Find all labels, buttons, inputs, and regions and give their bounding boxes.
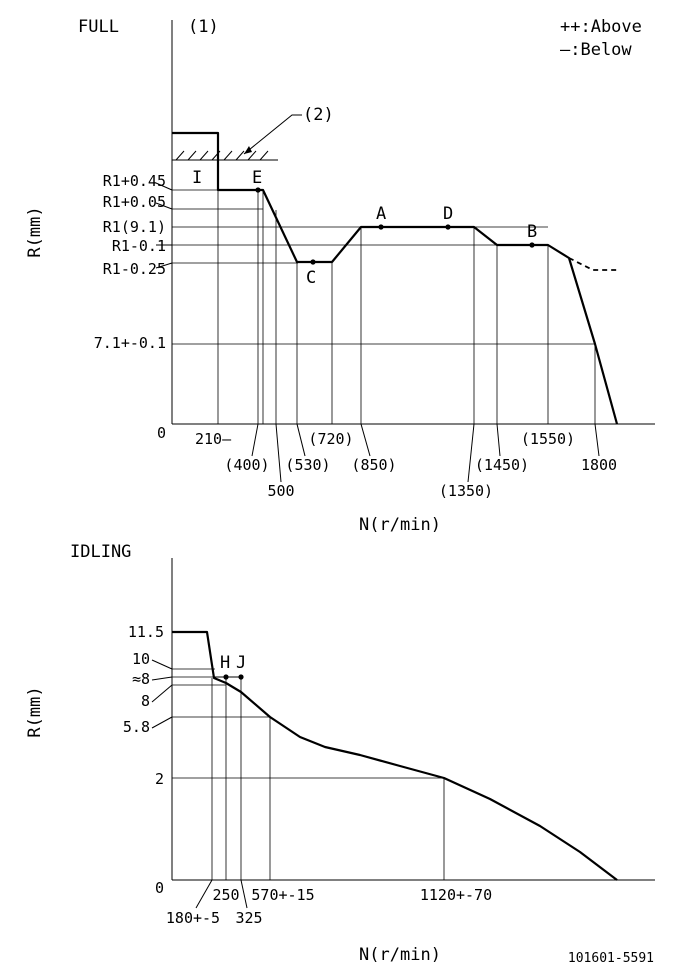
note-2-label: (2) <box>303 105 334 125</box>
x-tick-850: (850) <box>351 456 397 474</box>
point-c-label: C <box>306 268 317 288</box>
x-tick-720: (720) <box>308 430 354 448</box>
leader-530 <box>297 424 305 456</box>
idle-y-tick-115: 11.5 <box>127 623 164 641</box>
x-tick-530: (530) <box>285 456 331 474</box>
y-tick-r1-005: R1+0.05 <box>102 193 166 211</box>
document-id: 101601-5591 <box>567 951 654 966</box>
full-curve-dashed <box>569 258 617 270</box>
full-curve <box>172 133 617 424</box>
leader-180 <box>196 880 212 908</box>
legend-below: —:Below <box>560 40 632 60</box>
leader-850 <box>361 424 370 456</box>
legend-above: ++:Above <box>560 17 642 37</box>
idle-y-tick-58: 5.8 <box>122 718 150 736</box>
idling-y-axis-label: R(mm) <box>25 686 45 738</box>
leader-400 <box>252 424 258 456</box>
note-2-leader <box>244 115 302 154</box>
idle-x-tick-1120: 1120+-70 <box>419 886 493 904</box>
idle-x-tick-250: 250 <box>212 886 240 904</box>
idle-x-tick-325: 325 <box>235 909 263 927</box>
idling-x-axis-label: N(r/min) <box>359 945 441 965</box>
full-y-axis-label: R(mm) <box>25 206 45 258</box>
idle-x-tick-570: 570+-15 <box>251 886 315 904</box>
y-tick-0: 0 <box>156 424 166 442</box>
full-x-axis-label: N(r/min) <box>359 515 441 535</box>
leader-325 <box>241 880 247 908</box>
idle-y-tick-8: 8 <box>140 692 150 710</box>
note-2-arrowhead <box>244 146 252 154</box>
x-tick-1550: (1550) <box>520 430 576 448</box>
point-c <box>310 259 315 264</box>
point-a <box>378 224 383 229</box>
idle-y-tick-0: 0 <box>154 879 164 897</box>
tick-connector <box>152 685 172 702</box>
note-1-label: (1) <box>188 17 219 37</box>
idling-chart <box>25 542 655 965</box>
x-tick-400: (400) <box>224 456 270 474</box>
tick-connector <box>152 660 172 669</box>
idle-y-tick-10: 10 <box>131 650 150 668</box>
point-b <box>529 242 534 247</box>
y-tick-r1-025: R1-0.25 <box>102 260 166 278</box>
point-j-label: J <box>236 653 247 673</box>
point-e <box>255 187 260 192</box>
point-a-label: A <box>376 204 387 224</box>
y-tick-r1-01: R1-0.1 <box>111 237 166 255</box>
x-tick-1350: (1350) <box>438 482 494 500</box>
point-d-label: D <box>443 204 454 224</box>
point-d <box>445 224 450 229</box>
y-tick-r1: R1(9.1) <box>102 218 166 236</box>
tick-connector <box>152 677 172 680</box>
idling-title: IDLING <box>70 542 132 562</box>
point-h <box>223 674 228 679</box>
tick-connector <box>152 717 172 728</box>
point-h-label: H <box>220 653 231 673</box>
x-tick-210: 210— <box>195 430 232 448</box>
stopper-hatch <box>176 151 268 160</box>
x-tick-1450: (1450) <box>474 456 530 474</box>
point-e-label: E <box>252 168 263 188</box>
x-tick-500: 500 <box>267 482 295 500</box>
full-chart <box>25 20 655 535</box>
leader-1450 <box>497 424 500 456</box>
idle-y-tick-2: 2 <box>154 770 164 788</box>
leader-1800 <box>595 424 599 456</box>
point-j <box>238 674 243 679</box>
y-tick-71: 7.1+-0.1 <box>93 334 166 352</box>
leader-1350 <box>468 424 474 482</box>
full-title: FULL <box>78 17 119 37</box>
point-b-label: B <box>527 222 538 242</box>
idle-x-tick-180: 180+-5 <box>165 909 221 927</box>
leader-500 <box>276 424 281 482</box>
region-i-label: I <box>192 168 203 188</box>
x-tick-1800: 1800 <box>580 456 618 474</box>
y-tick-r1-045: R1+0.45 <box>102 172 166 190</box>
idle-y-tick-approx8: ≈8 <box>131 670 150 688</box>
